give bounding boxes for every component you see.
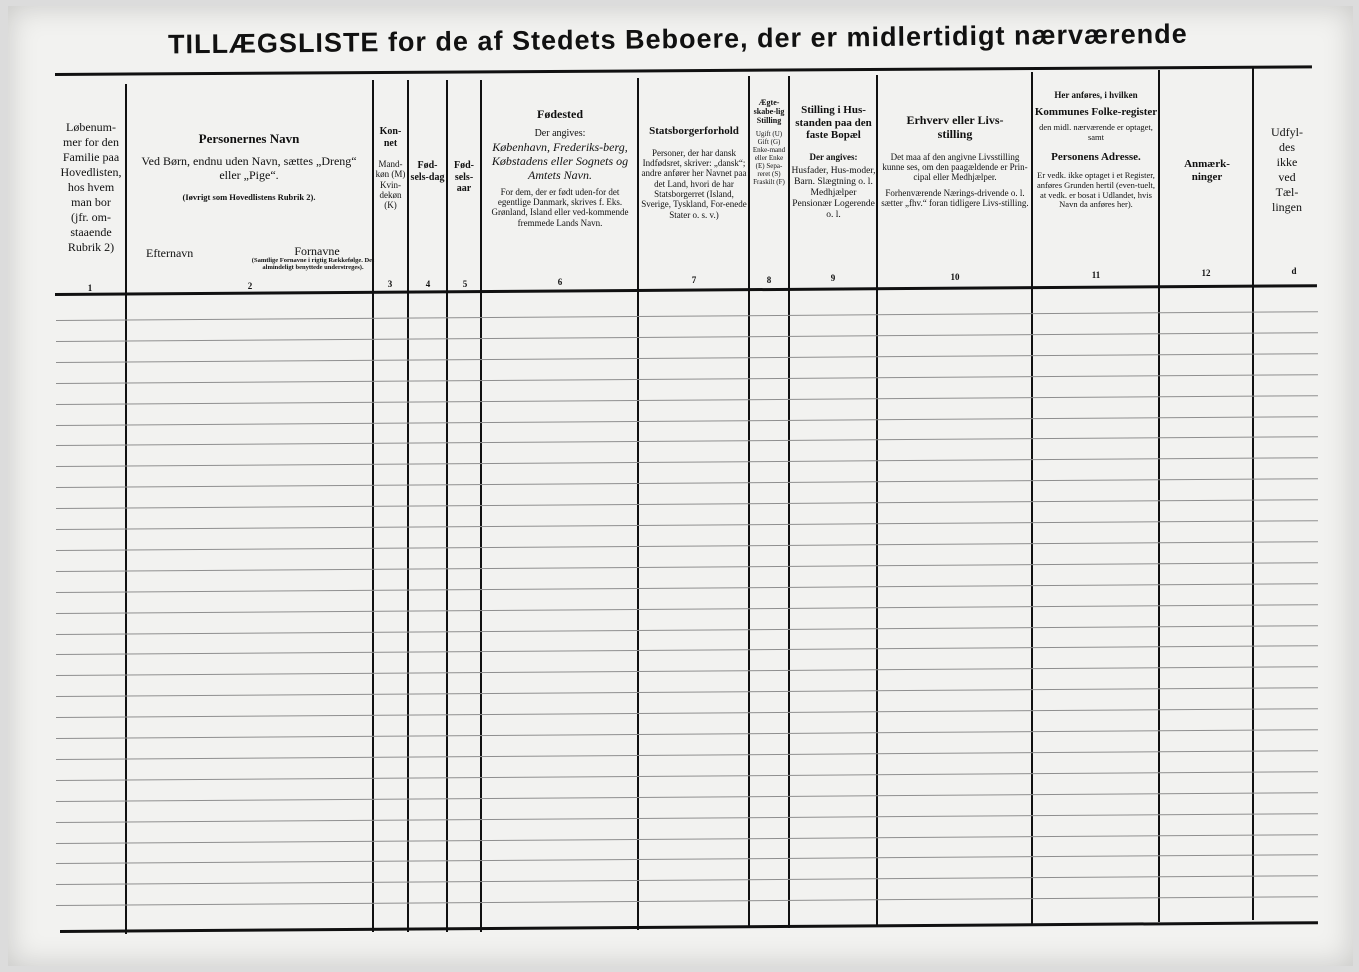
col8-body: Ugift (U) Gift (G) Enke-mand eller Enke (E) Sepa-reret (S) Fraskilt (F): [752, 129, 786, 186]
col9-body: Husfader, Hus-moder, Barn. Slægtning o. l. Medhjælper Pensionær Logerende o. l.: [791, 166, 876, 220]
col2-header: [132, 132, 366, 202]
col-d-line: Tæl-: [1275, 185, 1299, 199]
col1-line: staaende: [70, 225, 112, 239]
col-number: d: [1291, 266, 1297, 276]
col-number: 3: [387, 279, 393, 289]
col5-header: [448, 160, 480, 195]
col11-body: den midl. nærværende er optaget, samt: [1039, 121, 1153, 142]
col-number: 11: [1091, 270, 1101, 280]
col-number: 10: [950, 272, 960, 282]
col1-line: hos hvem: [67, 180, 115, 194]
col1-line: Familie paa: [62, 150, 120, 164]
col11-heading: Kommunes Folke-register: [1034, 106, 1158, 119]
col2-body: Ved Børn, endnu uden Navn, sættes „Dreng“ eller „Pige“.: [141, 153, 357, 182]
col-number: 1: [87, 283, 93, 293]
col6-heading: Fødested: [537, 108, 583, 121]
col9-header: [791, 104, 876, 221]
col1-line: Løbenum-: [66, 120, 116, 134]
col-divider: [1031, 72, 1033, 924]
col1-line: (jfr. om-: [71, 210, 111, 224]
col11-header: [1034, 90, 1158, 210]
col-d-line: Udfyl-: [1271, 125, 1303, 139]
col2-note: (Iøvrigt som Hovedlistens Rubrik 2).: [182, 191, 316, 202]
col8-heading: Ægte-skabe-lig Stilling: [753, 98, 785, 126]
col-number: 6: [557, 277, 563, 287]
col-number: 12: [1201, 268, 1211, 278]
col2-heading: Personernes Navn: [198, 132, 300, 146]
col3-body: Mand-køn (M) Kvin-dekøn (K): [375, 159, 406, 211]
col11-top: Her anføres, i hvilken: [1054, 90, 1138, 100]
col11-heading2: Personens Adresse.: [1051, 150, 1141, 163]
col-d-line: ikke: [1276, 155, 1298, 169]
col6-note: For dem, der er født uden-for det egentlige Danmark, skrives f. Eks. Grønland, Island eller ved-kommende fremmede Lands Navn.: [491, 186, 629, 228]
col7-body: Personer, der har dansk Indfødsret, skriver: „dansk“; andre anfører her Navnet paa det Land, hvori de har Statsborgerret (Island, Sverige, Tyskland, For-enede Stater o. s. v.): [641, 147, 747, 220]
col-d-line: ved: [1278, 170, 1296, 184]
col-number: 5: [462, 279, 468, 289]
col9-sub: Der angives:: [809, 151, 858, 162]
form-title: TILLÆGSLISTE for de af Stedets Beboere, der er midlertidigt nærværende: [167, 18, 1188, 60]
col-number: 4: [425, 279, 431, 289]
col3-heading: Kon-net: [379, 126, 402, 149]
col2-sub-efternavn: Efternavn: [146, 246, 194, 260]
col-d-header: [1254, 125, 1320, 215]
col10-heading: Erhverv eller Livs-stilling: [906, 114, 1004, 141]
col11-note: Er vedk. ikke optaget i et Register, anføres Grunden hertil (even-tuelt, at vedk. er bosat i Udlandet, hvis Navn da anføres her).: [1036, 170, 1155, 210]
col-number: 8: [766, 275, 772, 285]
col1-line: Hovedlisten,: [60, 165, 122, 179]
col-d-line: lingen: [1272, 200, 1302, 214]
col-number: 9: [830, 273, 836, 283]
col12-heading: Anmærk-ninger: [1184, 158, 1230, 183]
col9-heading: Stilling i Hus-standen paa den faste Bopæl: [795, 104, 872, 142]
col12-header: [1162, 158, 1252, 183]
col-number: 2: [247, 281, 253, 291]
col2-sub-fornavne: Fornavne: [294, 244, 340, 258]
col-number: 7: [691, 275, 697, 285]
col5-heading: Fød-sels-aar: [454, 160, 474, 194]
col7-header: [640, 125, 748, 220]
col7-heading: Statsborgerforhold: [649, 125, 739, 137]
col10-note: Forhenværende Nærings-drivende o. l. sætter „fhv.“ foran tidligere Livs-stilling.: [881, 187, 1029, 208]
col1-header: [56, 120, 126, 255]
col1-line: man bor: [71, 195, 111, 209]
col1-line: mer for den: [63, 135, 119, 149]
col10-header: [880, 114, 1030, 208]
col4-heading: Fød-sels-dag: [410, 160, 445, 183]
col6-body: København, Frederiks-berg, Købstadens eller Sognets og Amtets Navn.: [491, 140, 629, 182]
col-d-line: des: [1279, 140, 1295, 154]
col-divider: [876, 75, 878, 927]
col-divider: [748, 76, 750, 928]
col4-header: [409, 160, 446, 183]
col6-header: [484, 108, 636, 228]
col1-line: Rubrik 2): [67, 240, 115, 254]
col2-sub-fornavne-note: (Samtlige Fornavne i rigtig Rækkefølge. Det almindeligt benyttede understreges).: [251, 257, 375, 271]
col8-header: [750, 98, 788, 186]
col6-sub: Der angives:: [534, 127, 586, 139]
col10-body: Det maa af den angivne Livsstilling kunne ses, om den paagældende er Prin-cipal eller Medhjælper.: [882, 151, 1028, 183]
col3-header: [374, 126, 407, 211]
